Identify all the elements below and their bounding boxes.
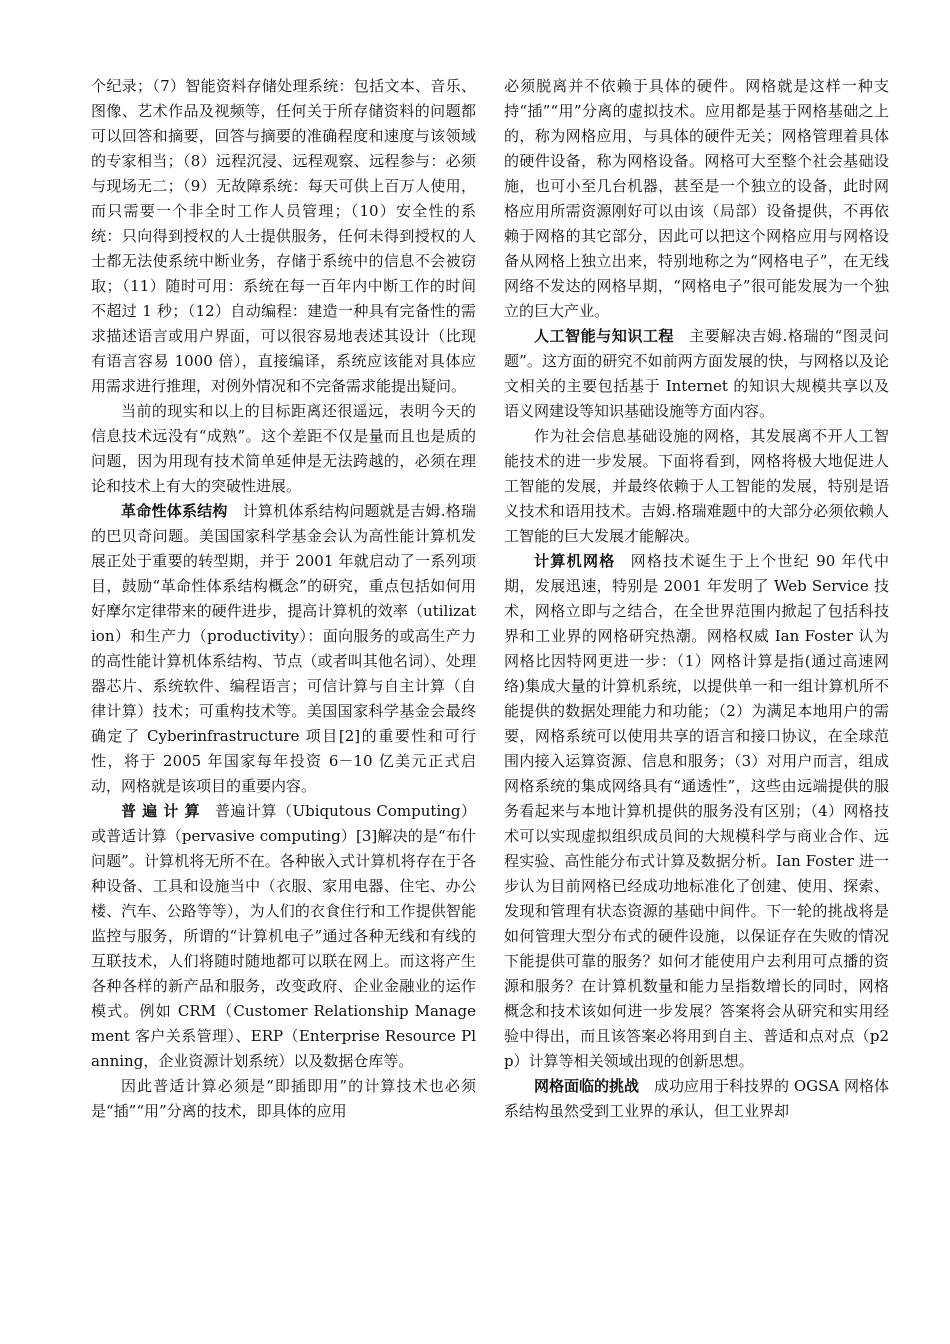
section-computer-grid (504, 549, 889, 1074)
section-grid-challenges (504, 1074, 889, 1124)
paragraph-grid-electronics: 必须脱离并不依赖于具体的硬件。网格就是这样一种支持“插”“用”分离的虚拟技术。应用都是基于网格基础之上的，称为网格应用，与具体的硬件无关；网格管理着具体的硬件设备，称为网格设备。网格可大至整个社会基础设施，也可小至几台机器，甚至是一个独立的设备，此时网格应用所需资源刚好可以由该（局部）设备提供，不再依赖于网格的其它部分，因此可以把这个网格应用与网格设备从网格上独立出来，特别地称之为“网格电子”，在无线网络不发达的网格早期，“网格电子”很可能发展为一个独立的巨大产业。 (504, 77, 889, 320)
paragraph-grid-ai: 作为社会信息基础设施的网格，其发展离不开人工智能技术的进一步发展。下面将看到，网格将极大地促进人工智能的发展，并最终依赖于人工智能的发展，特别是语义技术和语用技术。吉姆.格瑞难题中的大部分必须依赖人工智能的巨大发展才能解决。 (504, 427, 889, 545)
section-text: 主要解决吉姆.格瑞的“图灵问题”。这方面的研究不如前两方面发展的快，与网格以及论文相关的主要包括基于 Internet 的知识大规模共享以及语义网建设等知识基础设施等方面内容。 (504, 327, 889, 420)
paragraph-gap: 当前的现实和以上的目标距离还很遥远，表明今天的信息技术远没有“成熟”。这个差距不仅是量而且也是质的问题，因为用现有技术简单延伸是无法跨越的，必须在理论和技术上有大的突破性进展。 (91, 402, 476, 495)
section-text: 计算机体系结构问题就是吉姆.格瑞的巴贝奇问题。美国国家科学基金会认为高性能计算机发展正处于重要的转型期，并于 2001 年就启动了一系列项目，鼓励“革命性体系结构概念”的研究，重点包括如何用好摩尔定律带来的硬件进步，提高计算机的效率（utilization）和生产力（productivity）：面向服务的或高生产力的高性能计算机体系结构、节点（或者叫其他名词）、处理器芯片、系统软件、编程语言；可信计算与自主计算（自律计算）技术；可重构技术等。美国国家科学基金会最终确定了 Cyberinfrastructure 项目[2]的重要性和可行性，将于 2005 年国家每年投资 6－10 亿美元正式启动，网格就是该项目的重要内容。 (91, 502, 476, 795)
section-text: 网格技术诞生于上个世纪 90 年代中期，发展迅速，特别是 2001 年发明了 Web Service 技术，网格立即与之结合，在全世界范围内掀起了包括科技界和工业界的网格研究热潮。网格权威 Ian Foster 认为网格比因特网更进一步：（1）网格计算是指(通过高速网络)集成大量的计算机系统，以提供单一和一组计算机所不能提供的数据处理能力和功能；（2）为满足本地用户的需要，网格系统可以使用共享的语言和接口协议，在全球范围内接入运算资源、信息和服务；（3）对用户而言，组成网格系统的集成网络具有“通透性”，这些由远端提供的服务看起来与本地计算机提供的服务没有区别；（4）网格技术可以实现虚拟组织成员间的大规模科学与商业合作、远程实验、高性能分布式计算及数据分析。Ian Foster 进一步认为目前网格已经成功地标准化了创建、使用、探索、发现和管理有状态资源的基础中间件。下一轮的挑战将是如何管理大型分布式的硬件设施，以保证存在失败的情况下能提供可靠的服务？如何才能使用户去利用可点播的资源和服务？在计算机数量和能力呈指数增长的同时，网格概念和技术该如何进一步发展？答案将会从研究和实用经验中得出，而且该答案必将用到自主、普适和点对点（p2p）计算等相关领域出现的创新思想。 (504, 552, 889, 1070)
paragraph-goals-list: 个纪录；（7）智能资料存储处理系统：包括文本、音乐、图像、艺术作品及视频等，任何关于所存储资料的问题都可以回答和摘要，回答与摘要的准确程度和速度与该领域的专家相当；（8）远程沉浸、远程观察、远程参与：必须与现场无二；（9）无故障系统：每天可供上百万人使用，而只需要一个非全时工作人员管理；（10）安全性的系统：只向得到授权的人士提供服务，任何未得到授权的人士都无法使系统中断业务，存储于系统中的信息不会被窃取；（11）随时可用：系统在每一百年内中断工作的时间不超过 1 秒；（12）自动编程：建造一种具有完备性的需求描述语言或用户界面，可以很容易地表述其设计（比现有语言容易 1000 倍），直接编译，系统应该能对具体应用需求进行推理，对例外情况和不完备需求能提出疑问。 (91, 77, 476, 395)
section-ai-knowledge-engineering (504, 324, 889, 424)
section-text: 成功应用于科技界的 OGSA 网格体系结构虽然受到工业界的承认，但工业界却 (504, 1077, 889, 1120)
section-ubiquitous-computing (91, 799, 476, 1074)
section-title: 革命性体系结构 (121, 502, 228, 520)
left-column (91, 74, 476, 1344)
paragraph-plug-and-play: 因此普适计算必须是“即插即用”的计算技术也必须是“插”“用”分离的技术，即具体的应用 (91, 1077, 476, 1120)
section-title: 计算机网格 (534, 552, 616, 570)
section-title: 网格面临的挑战 (534, 1077, 640, 1095)
section-title: 人工智能与知识工程 (534, 327, 675, 345)
section-revolutionary-architecture (91, 499, 476, 799)
right-column (504, 74, 889, 1344)
section-text: 普遍计算（Ubiqutous Computing）或普适计算（pervasive computing）[3]解决的是“布什问题”。计算机将无所不在。各种嵌入式计算机将存在于各种设备、工具和设施当中（衣服、家用电器、住宅、办公楼、汽车、公路等等），为人们的衣食住行和工作提供智能监控与服务，所谓的“计算机电子”通过各种无线和有线的互联技术，人们将随时随地都可以联在网上。而这将产生各种各样的新产品和服务，改变政府、企业金融业的运作模式。例如 CRM（Customer Relationship Management 客户关系管理）、ERP（Enterprise Resource Planning，企业资源计划系统）以及数据仓库等。 (91, 802, 476, 1070)
section-title: 普 遍 计 算 (121, 802, 201, 820)
